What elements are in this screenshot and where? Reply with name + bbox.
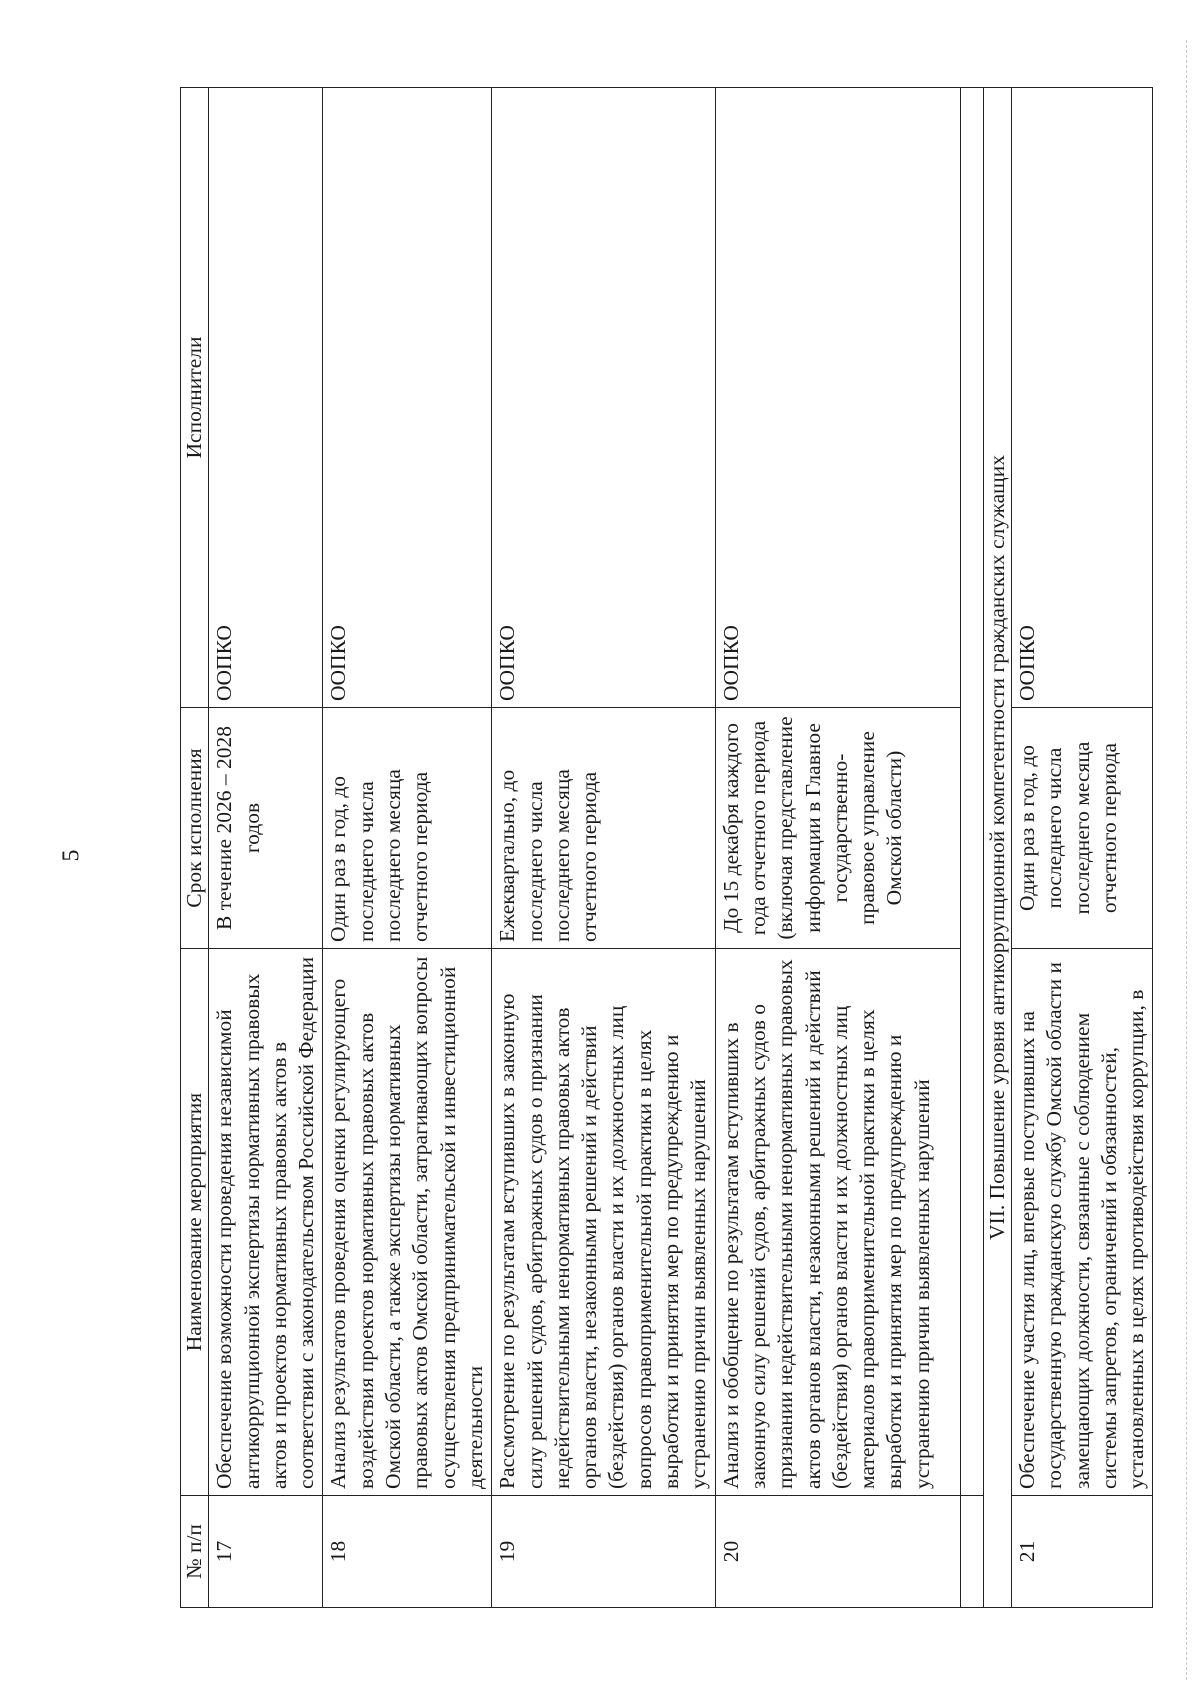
row-number: 19	[492, 1496, 715, 1608]
table-row	[1011, 88, 1152, 1608]
section-title: VII. Повышение уровня антикоррупционной компетентности гражданских служащих	[983, 88, 1011, 1608]
measure-executor: ООПКО	[1011, 88, 1152, 708]
rotated-table-container	[180, 88, 1153, 1608]
spacer-cell	[960, 88, 983, 1496]
header-executor: Исполнители	[181, 88, 209, 708]
section-heading-row	[983, 88, 1011, 1608]
measure-term: Один раз в год, до последнего числа последнего месяца отчетного периода	[1011, 708, 1152, 949]
row-number: 18	[323, 1496, 492, 1608]
page-number: 5	[58, 849, 85, 862]
measure-executor: ООПКО	[715, 88, 960, 708]
table-row	[715, 88, 960, 1608]
spacer-cell	[960, 1496, 983, 1608]
table-row	[323, 88, 492, 1608]
measure-term: Ежеквартально, до последнего числа последнего месяца отчетного периода	[492, 708, 715, 949]
header-name: Наименование мероприятия	[181, 949, 209, 1496]
table-row	[492, 88, 715, 1608]
row-number: 21	[1011, 1496, 1152, 1608]
header-term: Срок исполнения	[181, 708, 209, 949]
measure-term: В течение 2026 – 2028 годов	[209, 708, 323, 949]
measure-executor: ООПКО	[323, 88, 492, 708]
measure-name: Рассмотрение по результатам вступивших в законную силу решений судов, арбитражных судов о признании недействительными ненормативных правовых актов органов власти, незаконными решений и действий (бездействия) органов власти и их должностных лиц вопросов правоприменительной практики в целях выработки и принятия мер по предупреждению и устранению причин выявленных нарушений	[492, 949, 715, 1496]
measure-name: Обеспечение участия лиц, впервые поступивших на государственную гражданскую службу Омской области и замещающих должности, связанные с соблюдением системы запретов, ограничений и обязанностей, установленных в целях противодействия коррупции, в	[1011, 949, 1152, 1496]
measure-name: Анализ результатов проведения оценки регулирующего воздействия проектов нормативных правовых актов Омской области, а также экспертизы нормативных правовых актов Омской области, затрагивающих вопросы осуществления предпринимательской и инвестиционной деятельности	[323, 949, 492, 1496]
measure-name: Анализ и обобщение по результатам вступивших в законную силу решений судов, арбитражных судов о признании недействительными ненормативных правовых актов органов власти, незаконными решений и действий (бездействия) органов власти и их должностных лиц материалов правоприменительной практики в целях выработки и принятия мер по предупреждению и устранению причин выявленных нарушений	[715, 949, 960, 1496]
row-number: 17	[209, 1496, 323, 1608]
row-number: 20	[715, 1496, 960, 1608]
table-row	[209, 88, 323, 1608]
measure-executor: ООПКО	[492, 88, 715, 708]
measures-table	[180, 87, 1153, 1608]
measure-term: Один раз в год, до последнего числа последнего месяца отчетного периода	[323, 708, 492, 949]
header-num: № п/п	[181, 1496, 209, 1608]
table-spacer-row	[960, 88, 983, 1608]
measure-executor: ООПКО	[209, 88, 323, 708]
table-header-row	[181, 88, 209, 1608]
scan-edge-line	[1186, 40, 1187, 1680]
measure-name: Обеспечение возможности проведения независимой антикоррупционной экспертизы нормативных правовых актов и проектов нормативных правовых актов в соответствии с законодательством Российской Федерации	[209, 949, 323, 1496]
measure-term: До 15 декабря каждого года отчетного периода (включая представление информации в Главное государственно-правовое управление Омской области)	[715, 708, 960, 949]
